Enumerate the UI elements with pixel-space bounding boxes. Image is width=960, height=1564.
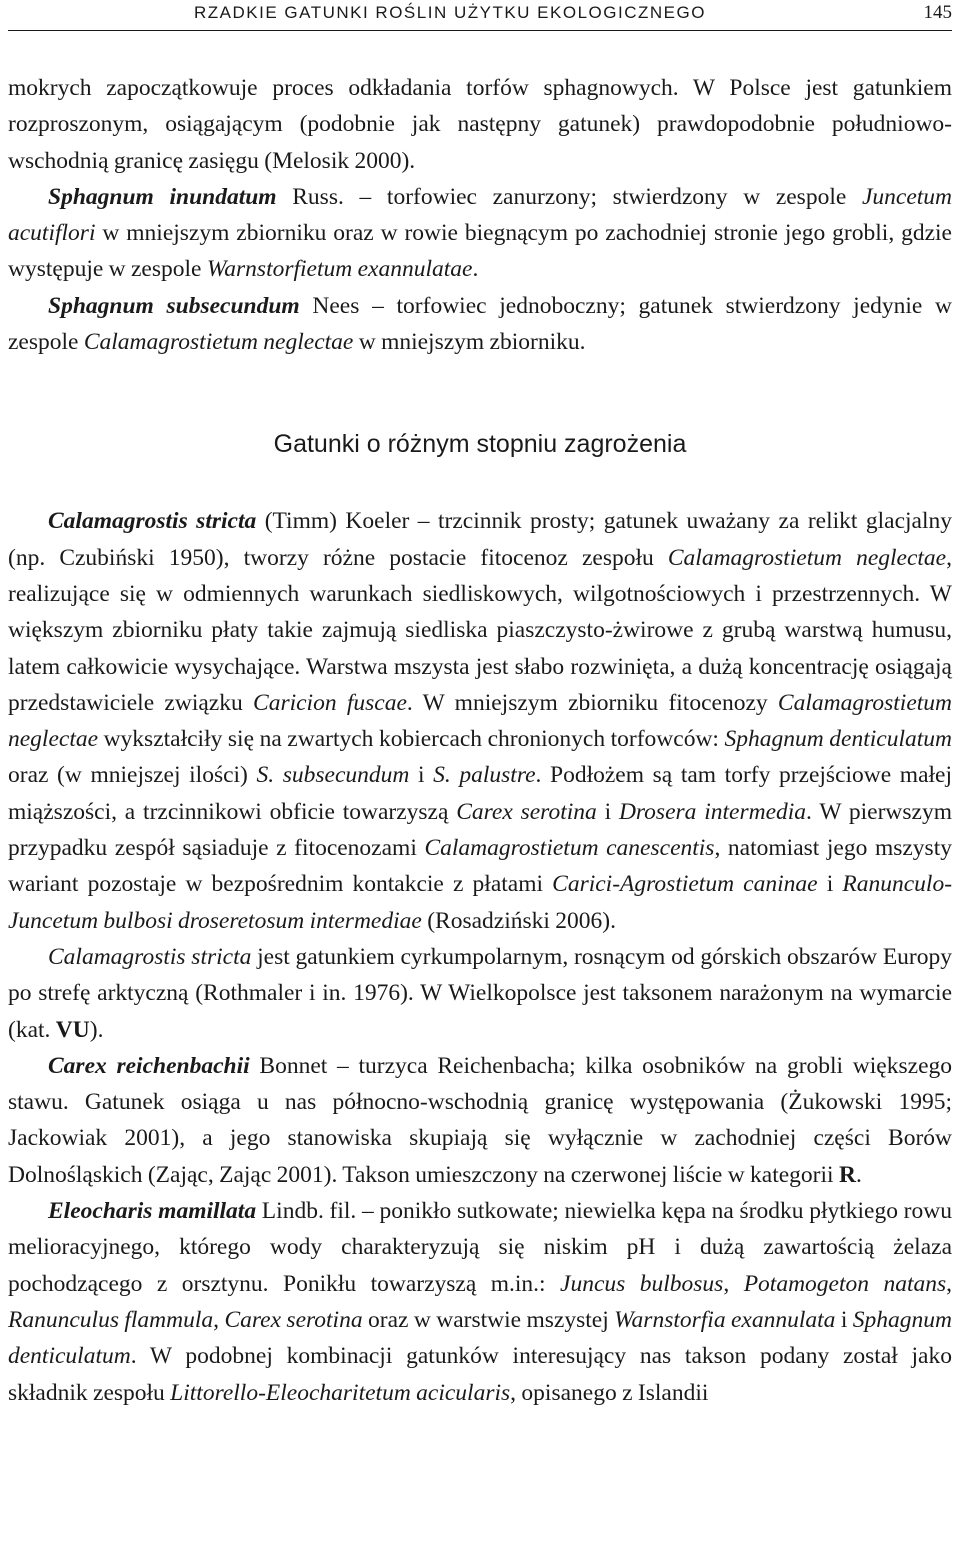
paragraph-calamagrostis-stricta: Calamagrostis stricta (Timm) Koeler – trzcinnik prosty; gatunek uważany za relikt glacjalny (np. Czubiński 1950), tworzy różne postacie fitocenoz zespołu Calamagrostietum neglectae, realizujące się w odmiennych warunkach siedliskowych, wilgotnościowych i przestrzennych. W większym zbiorniku płaty takie zajmują siedliska piaszczysto-żwirowe z grubą warstwą humusu, latem całkowicie wysychające. Warstwa mszysta jest słabo rozwinięta, a dużą koncentrację osiągają przedstawiciele związku Caricion fuscae. W mniejszym zbiorniku fitocenozy Calamagrostietum neglectae wykształciły się na zwartych kobiercach chronionych torfowców: Sphagnum denticulatum oraz (w mniejszej ilości) S. subsecundum i S. palustre. Podłożem są tam torfy przejściowe małej miąższości, a trzcinnikowi obficie towarzyszą Carex serotina i Drosera intermedia. W pierwszym przypadku zespół sąsiaduje z fitocenozami Calamagrostietum canescentis, natomiast jego mszysty wariant pozostaje w bezpośrednim kontakcie z płatami Carici-Agrostietum caninae i Ranunculo-Juncetum bulbosi droseretosum intermediae (Rosadziński 2006). <box>8 508 953 934</box>
paragraph-eleocharis-mamillata: Eleocharis mamillata Lindb. fil. – ponikło sutkowate; niewielka kępa na środku płytkiego rowu melioracyjnego, którego wody charakteryzują się niskim pH i dużą zawartością żelaza pochodzącego z orsztynu. Ponikłu towarzyszą m.in.: Juncus bulbosus, Potamogeton natans, Ranunculus flammula, Carex serotina oraz w warstwie mszystej Warnstorfia exannulata i Sphagnum denticulatum. W podobnej kombinacji gatunków interesujący nas takson podany został jako składnik zespołu Littorello-Eleocharitetum acicularis, opisanego z Islandii <box>8 1198 953 1406</box>
running-head <box>8 0 952 31</box>
page-number: 145 <box>923 2 952 23</box>
paragraph-calamagrostis-distribution: Calamagrostis stricta jest gatunkiem cyrkumpolarnym, rosnącym od górskich obszarów Europy po strefę arktyczną (Rothmaler i in. 1976). W Wielkopolsce jest taksonem narażonym na wymarcie (kat. VU). <box>8 943 952 1043</box>
section-heading: Gatunki o różnym stopniu zagrożenia <box>273 430 687 459</box>
species-name: Eleocharis mamillata <box>48 1198 257 1225</box>
paragraph-sphagnum-subsecundum: Sphagnum subsecundum Nees – torfowiec jednoboczny; gatunek stwierdzony jedynie w zespole Calamagrostietum neglectae w mniejszym zbiorniku. <box>8 292 952 356</box>
species-name: Sphagnum inundatum <box>48 183 277 210</box>
document-body <box>8 70 952 1411</box>
species-name: Calamagrostis stricta <box>48 508 257 535</box>
species-name: Sphagnum subsecundum <box>48 292 300 319</box>
threat-category: VU <box>55 1016 90 1043</box>
species-name: Carex reichenbachii <box>48 1052 250 1079</box>
running-head-title: RZADKIE GATUNKI ROŚLIN UŻYTKU EKOLOGICZNEGO <box>194 3 706 22</box>
paragraph-continuation: mokrych zapoczątkowuje proces odkładania torfów sphagnowych. W Polsce jest gatunkiem rozproszonym, osiągającym (podobnie jak następny gatunek) prawdopodobnie południowo-wschodnią granicę zasięgu (Melosik 2000). <box>8 75 952 174</box>
paragraph-carex-reichenbachii: Carex reichenbachii Bonnet – turzyca Reichenbacha; kilka osobników na grobli większego stawu. Gatunek osiąga u nas północno-wschodnią granicę występowania (Żukowski 1995; Jackowiak 2001), a jego stanowiska skupiają się wyłącznie w zachodniej części Borów Dolnośląskich (Zając, Zając 2001). Takson umieszczony na czerwonej liście w kategorii R. <box>8 1052 952 1188</box>
paragraph-sphagnum-inundatum: Sphagnum inundatum Russ. – torfowiec zanurzony; stwierdzony w zespole Juncetum acutiflori w mniejszym zbiorniku oraz w rowie biegnącym po zachodniej stronie jego grobli, gdzie występuje w zespole Warnstorfietum exannulatae. <box>8 183 952 283</box>
threat-category: R <box>838 1161 856 1188</box>
